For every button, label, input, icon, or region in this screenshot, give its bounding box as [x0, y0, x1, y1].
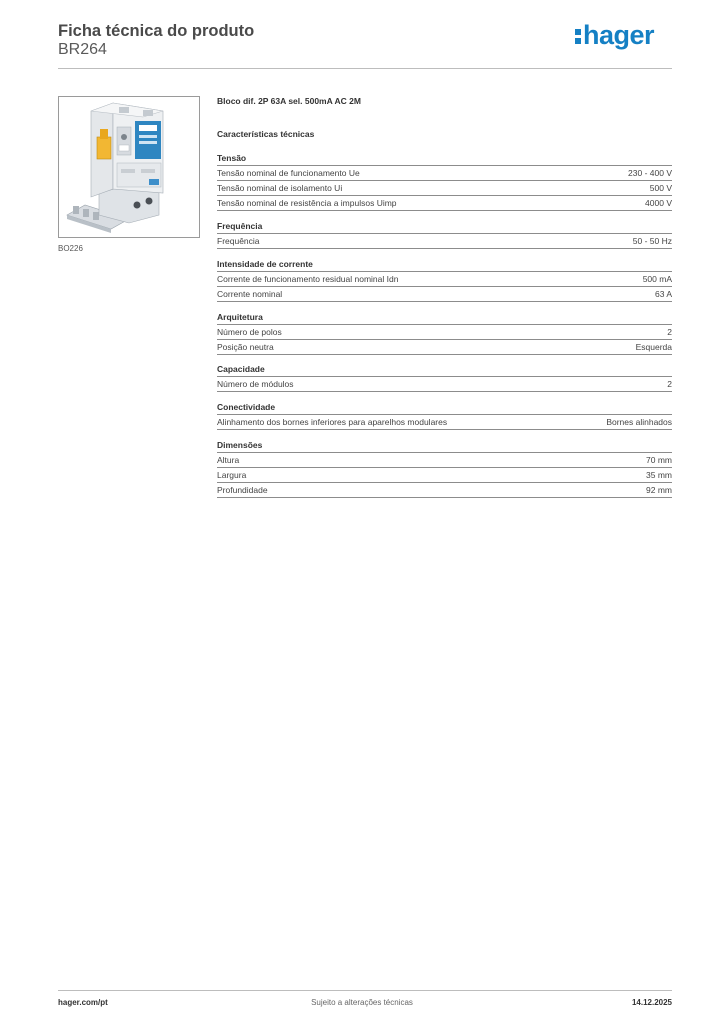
spec-row	[217, 377, 672, 392]
logo-dots-icon	[575, 25, 581, 45]
footer-divider	[58, 990, 672, 991]
section-title: Conectividade	[217, 401, 672, 415]
spec-row	[217, 415, 672, 430]
spec-section	[217, 220, 672, 249]
spec-row	[217, 272, 672, 287]
spec-label: Altura	[217, 455, 240, 465]
product-name: Bloco dif. 2P 63A sel. 500mA AC 2M	[217, 96, 361, 106]
spec-label: Largura	[217, 470, 247, 480]
spec-row	[217, 181, 672, 196]
footer-notice: Sujeito a alterações técnicas	[311, 998, 413, 1007]
spec-value: 70 mm	[646, 455, 672, 465]
spec-label: Número de módulos	[217, 379, 294, 389]
spec-value: 2	[667, 379, 672, 389]
spec-section	[217, 152, 672, 211]
spec-value: Bornes alinhados	[606, 417, 672, 427]
spec-label: Tensão nominal de isolamento Ui	[217, 183, 343, 193]
document-title: Ficha técnica do produto	[58, 22, 255, 40]
page-header	[58, 20, 672, 68]
section-title: Intensidade de corrente	[217, 258, 672, 272]
spec-value: 35 mm	[646, 470, 672, 480]
spec-value: 500 mA	[642, 274, 672, 284]
spec-row	[217, 468, 672, 483]
spec-value: 500 V	[649, 183, 672, 193]
product-code: BR264	[58, 41, 107, 58]
spec-value: 4000 V	[645, 198, 672, 208]
spec-section	[217, 439, 672, 498]
spec-label: Tensão nominal de funcionamento Ue	[217, 168, 360, 178]
spec-section	[217, 401, 672, 430]
spec-value: 2	[667, 327, 672, 337]
spec-value: 92 mm	[646, 485, 672, 495]
section-title: Arquitetura	[217, 311, 672, 325]
spec-content	[217, 96, 672, 498]
footer-website: hager.com/pt	[58, 998, 108, 1007]
spec-label: Frequência	[217, 236, 260, 246]
spec-label: Tensão nominal de resistência a impulsos Uimp	[217, 198, 397, 208]
hager-logo	[575, 20, 654, 50]
spec-row	[217, 325, 672, 340]
spec-label: Alinhamento dos bornes inferiores para aparelhos modulares	[217, 417, 448, 427]
spec-row	[217, 287, 672, 302]
section-title: Frequência	[217, 220, 672, 234]
spec-row	[217, 166, 672, 181]
spec-value: 63 A	[654, 289, 672, 299]
spec-label: Corrente de funcionamento residual nominal Idn	[217, 274, 399, 284]
section-title: Capacidade	[217, 363, 672, 377]
spec-value: 50 - 50 Hz	[632, 236, 672, 246]
spec-row	[217, 196, 672, 211]
spec-row	[217, 234, 672, 249]
header-divider	[58, 68, 672, 69]
spec-label: Posição neutra	[217, 342, 274, 352]
spec-section	[217, 311, 672, 355]
spec-sections	[217, 152, 672, 498]
spec-value: Esquerda	[635, 342, 672, 352]
spec-section	[217, 258, 672, 302]
spec-row	[217, 453, 672, 468]
spec-row	[217, 483, 672, 498]
section-title: Tensão	[217, 152, 672, 166]
spec-label: Corrente nominal	[217, 289, 283, 299]
spec-row	[217, 340, 672, 355]
spec-value: 230 - 400 V	[628, 168, 672, 178]
spec-section	[217, 363, 672, 392]
spec-label: Profundidade	[217, 485, 268, 495]
logo-text: hager	[582, 20, 654, 50]
spec-label: Número de polos	[217, 327, 282, 337]
circuit-breaker-block-icon	[59, 97, 199, 237]
product-image	[58, 96, 200, 238]
section-title: Dimensões	[217, 439, 672, 453]
image-reference: BO226	[58, 244, 83, 253]
characteristics-title: Características técnicas	[217, 129, 315, 139]
footer-date: 14.12.2025	[631, 998, 672, 1007]
